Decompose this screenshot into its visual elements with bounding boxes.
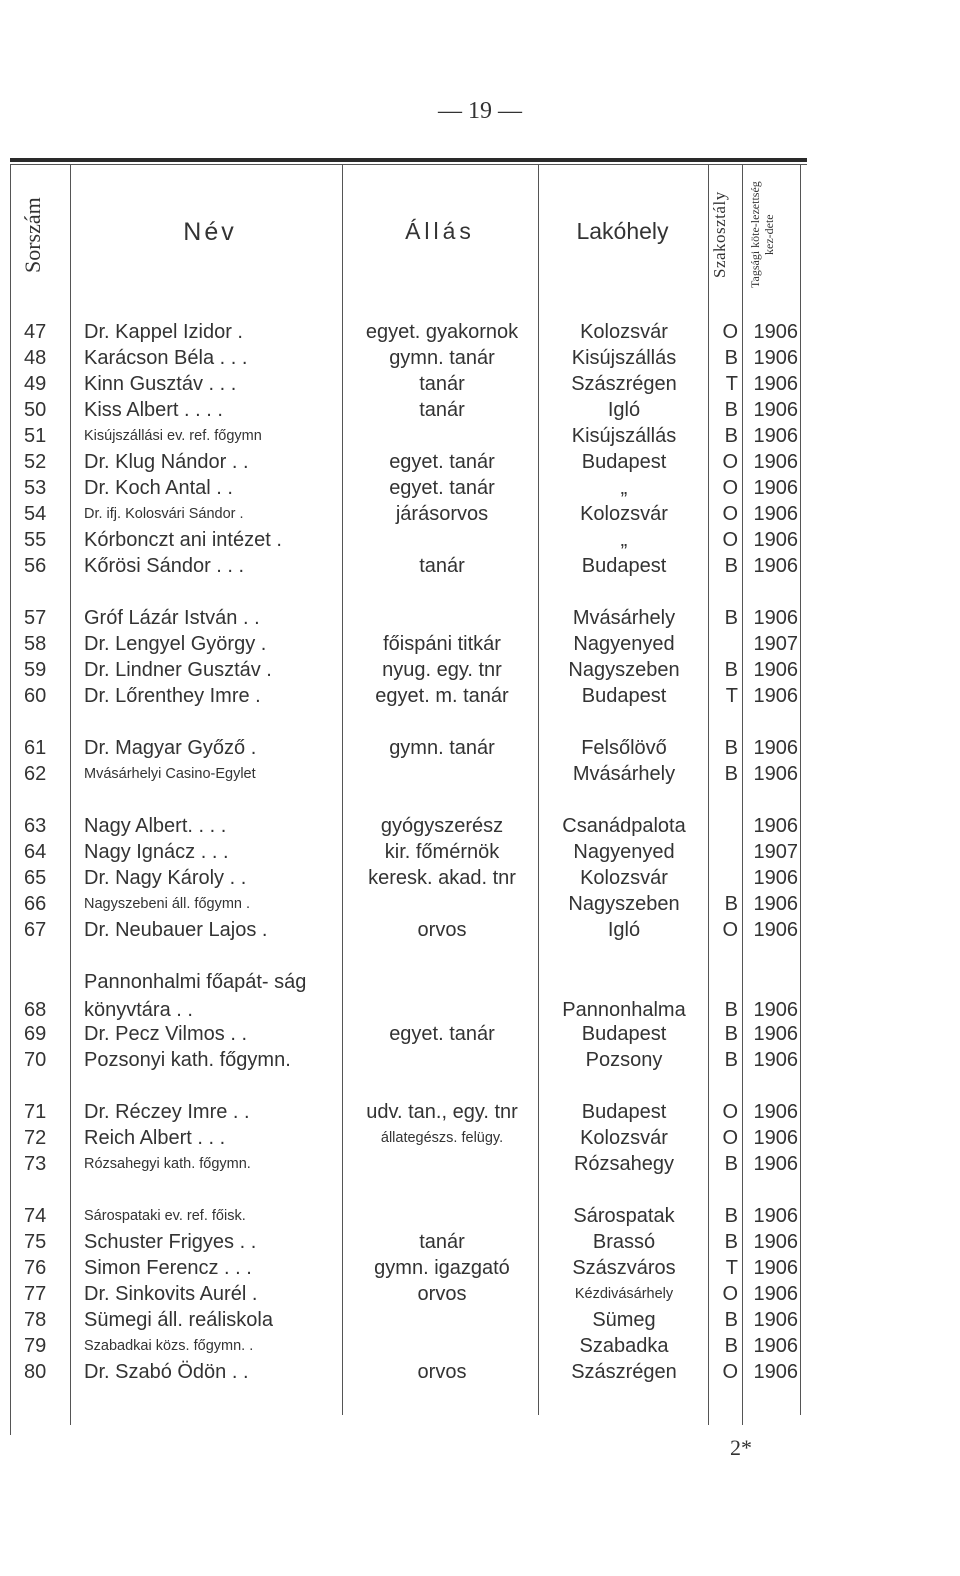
member-section: B <box>724 1205 738 1227</box>
member-name: Kinn Gusztáv . . . <box>84 373 237 395</box>
row-number: 59 <box>24 659 47 681</box>
member-occupation: tanár <box>419 373 465 395</box>
membership-year: 1906 <box>753 1335 798 1357</box>
member-name: Sárospataki ev. ref. főisk. <box>84 1208 246 1224</box>
membership-year: 1906 <box>753 685 798 707</box>
table-row <box>0 1332 810 1360</box>
member-residence: Felsőlövő <box>581 737 667 759</box>
member-residence: Mvásárhely <box>572 607 676 629</box>
member-section: B <box>724 1023 738 1045</box>
member-residence: Szabadka <box>579 1335 669 1357</box>
member-occupation: egyet. m. tanár <box>375 685 509 707</box>
row-number: 58 <box>24 633 47 655</box>
header-lakohely: Lakóhely <box>576 218 669 244</box>
member-section: O <box>722 1127 738 1149</box>
membership-year: 1906 <box>753 867 798 889</box>
member-name: Dr. Neubauer Lajos . <box>84 919 268 941</box>
membership-year: 1906 <box>753 451 798 473</box>
membership-year: 1906 <box>753 1283 798 1305</box>
row-number: 77 <box>24 1283 47 1305</box>
member-name: Kisújszállási ev. ref. főgymn <box>84 428 262 444</box>
member-name: Dr. Szabó Ödön . . <box>84 1361 249 1383</box>
member-name: Sümegi áll. reáliskola <box>84 1309 273 1331</box>
row-number: 71 <box>24 1101 47 1123</box>
header-nev: Név <box>183 218 237 246</box>
member-section: B <box>724 1309 738 1331</box>
table-row <box>0 812 810 840</box>
table-row <box>0 838 810 866</box>
row-number: 75 <box>24 1231 47 1253</box>
member-section: B <box>724 1049 738 1071</box>
row-number: 70 <box>24 1049 47 1071</box>
member-name: Dr. Klug Nándor . . <box>84 451 249 473</box>
table-row <box>0 1306 810 1334</box>
member-occupation: főispáni titkár <box>383 633 501 655</box>
member-residence: Budapest <box>581 555 667 577</box>
table-row <box>0 1124 810 1152</box>
member-occupation: gymn. igazgató <box>374 1257 510 1279</box>
table-row <box>0 318 810 346</box>
table-row <box>0 1046 810 1074</box>
member-name: Rózsahegyi kath. főgymn. <box>84 1156 251 1172</box>
member-section: O <box>722 321 738 343</box>
table-row <box>0 370 810 398</box>
table-row <box>0 448 810 476</box>
row-number: 61 <box>24 737 47 759</box>
row-number: 55 <box>24 529 47 551</box>
table-row <box>0 1254 810 1282</box>
table-row <box>0 1358 810 1386</box>
member-occupation: gymn. tanár <box>389 737 495 759</box>
member-name: Dr. Nagy Károly . . <box>84 867 247 889</box>
member-residence: Kolozsvár <box>580 503 668 525</box>
table-row <box>0 500 810 528</box>
member-occupation: állategészs. felügy. <box>380 1130 504 1146</box>
member-section: B <box>724 893 738 915</box>
member-section: B <box>724 737 738 759</box>
member-residence: Csanádpalota <box>562 815 686 837</box>
member-name: Dr. Koch Antal . . <box>84 477 233 499</box>
row-number: 73 <box>24 1153 47 1175</box>
table-row <box>0 344 810 372</box>
member-section: O <box>722 1283 738 1305</box>
table-row <box>0 968 810 1024</box>
member-occupation: tanár <box>419 399 465 421</box>
member-name: Kőrösi Sándor . . . <box>84 555 245 577</box>
member-occupation: keresk. akad. tnr <box>368 867 516 889</box>
row-number: 65 <box>24 867 47 889</box>
row-number: 76 <box>24 1257 47 1279</box>
table-row <box>0 604 810 632</box>
member-residence: Kézdivásárhely <box>574 1286 674 1302</box>
member-name: Nagy Ignácz . . . <box>84 841 229 863</box>
header-szakosztaly: Szakosztály <box>710 191 729 279</box>
membership-year: 1906 <box>753 1101 798 1123</box>
table-row <box>0 422 810 450</box>
member-residence: Kolozsvár <box>580 1127 668 1149</box>
member-residence: Sümeg <box>592 1309 656 1331</box>
member-name: Dr. Lindner Gusztáv . <box>84 659 272 681</box>
member-residence: „ <box>620 529 628 551</box>
member-section: B <box>724 1153 738 1175</box>
member-section: B <box>724 1335 738 1357</box>
table-row <box>0 552 810 580</box>
membership-year: 1906 <box>753 1127 798 1149</box>
member-residence: Rózsahegy <box>573 1153 675 1175</box>
membership-year: 1906 <box>753 1205 798 1227</box>
membership-year: 1906 <box>753 399 798 421</box>
member-name: Simon Ferencz . . . <box>84 1257 252 1279</box>
member-name: Pozsonyi kath. főgymn. <box>84 1049 291 1071</box>
member-name: Dr. Pecz Vilmos . . <box>84 1023 248 1045</box>
member-name: Kiss Albert . . . . <box>84 399 223 421</box>
member-name: Nagy Albert. . . . <box>84 815 227 837</box>
membership-year: 1906 <box>753 1361 798 1383</box>
header-allas: Állás <box>405 218 475 244</box>
membership-year: 1906 <box>753 999 798 1021</box>
member-section: O <box>722 1101 738 1123</box>
membership-year: 1906 <box>753 1309 798 1331</box>
membership-year: 1906 <box>753 425 798 447</box>
member-section: O <box>722 919 738 941</box>
member-name: Nagyszebeni áll. főgymn . <box>84 896 251 912</box>
membership-year: 1906 <box>753 893 798 915</box>
row-number: 80 <box>24 1361 47 1383</box>
member-occupation: egyet. tanár <box>389 451 495 473</box>
membership-year: 1906 <box>753 1153 798 1175</box>
member-residence: Budapest <box>581 451 667 473</box>
table-row <box>0 474 810 502</box>
row-number: 48 <box>24 347 47 369</box>
member-section: B <box>724 555 738 577</box>
member-occupation: kir. főmérnök <box>384 841 500 863</box>
member-occupation: egyet. tanár <box>389 1023 495 1045</box>
member-section: O <box>722 503 738 525</box>
table-row <box>0 1280 810 1308</box>
member-name: Dr. Lengyel György . <box>84 633 267 655</box>
membership-year: 1906 <box>753 659 798 681</box>
table-row <box>0 630 810 658</box>
member-residence: Igló <box>607 919 641 941</box>
member-section: B <box>724 763 738 785</box>
member-occupation: orvos <box>417 1361 467 1383</box>
member-name: Szabadkai közs. főgymn. . <box>84 1338 254 1354</box>
membership-year: 1906 <box>753 1257 798 1279</box>
member-section: B <box>724 659 738 681</box>
row-number: 54 <box>24 503 47 525</box>
member-section: B <box>724 607 738 629</box>
table-row <box>0 734 810 762</box>
member-occupation: gyógyszerész <box>380 815 504 837</box>
member-occupation: tanár <box>419 1231 465 1253</box>
row-number: 56 <box>24 555 47 577</box>
member-residence: Nagyenyed <box>573 633 675 655</box>
member-section: B <box>724 347 738 369</box>
row-number: 64 <box>24 841 47 863</box>
row-number: 47 <box>24 321 47 343</box>
member-name: Dr. Magyar Győző . <box>84 737 257 759</box>
member-residence: Igló <box>607 399 641 421</box>
member-section: B <box>724 999 738 1021</box>
member-residence: Budapest <box>581 1023 667 1045</box>
row-number: 69 <box>24 1023 47 1045</box>
member-section: B <box>724 425 738 447</box>
member-section: B <box>724 1231 738 1253</box>
row-number: 51 <box>24 425 47 447</box>
row-number: 57 <box>24 607 47 629</box>
member-residence: Budapest <box>581 1101 667 1123</box>
member-section: O <box>722 451 738 473</box>
membership-year: 1906 <box>753 1049 798 1071</box>
member-residence: Budapest <box>581 685 667 707</box>
member-occupation: nyug. egy. tnr <box>382 659 502 681</box>
member-residence: Nagyenyed <box>573 841 675 863</box>
member-residence: Nagyszeben <box>568 659 680 681</box>
row-number: 79 <box>24 1335 47 1357</box>
row-number: 60 <box>24 685 47 707</box>
membership-year: 1906 <box>753 737 798 759</box>
table-row <box>0 1020 810 1048</box>
row-number: 66 <box>24 893 47 915</box>
member-occupation: orvos <box>417 919 467 941</box>
member-section: B <box>724 399 738 421</box>
row-number: 72 <box>24 1127 47 1149</box>
row-number: 78 <box>24 1309 47 1331</box>
membership-year: 1907 <box>753 633 798 655</box>
row-number: 53 <box>24 477 47 499</box>
member-name: Dr. ifj. Kolosvári Sándor . <box>84 506 244 522</box>
table-row <box>0 682 810 710</box>
member-residence: Kisújszállás <box>571 347 677 369</box>
row-number: 63 <box>24 815 47 837</box>
member-residence: Kisújszállás <box>571 425 677 447</box>
member-name: Kórbonczt ani intézet . <box>84 529 282 551</box>
member-residence: Nagyszeben <box>568 893 680 915</box>
membership-year: 1906 <box>753 477 798 499</box>
member-name: Karácson Béla . . . <box>84 347 248 369</box>
member-section: T <box>725 685 738 707</box>
membership-year: 1906 <box>753 503 798 525</box>
table-row <box>0 396 810 424</box>
row-number: 52 <box>24 451 47 473</box>
member-name: Schuster Frigyes . . <box>84 1231 257 1253</box>
member-section: T <box>725 1257 738 1279</box>
row-number: 49 <box>24 373 47 395</box>
membership-year: 1906 <box>753 347 798 369</box>
signature-mark: 2* <box>730 1435 752 1460</box>
row-number: 62 <box>24 763 47 785</box>
member-section: O <box>722 529 738 551</box>
member-residence: Pannonhalma <box>562 999 686 1021</box>
table-row <box>0 890 810 918</box>
table-row <box>0 526 810 554</box>
member-section: O <box>722 477 738 499</box>
member-name: Dr. Réczey Imre . . <box>84 1101 250 1123</box>
membership-year: 1906 <box>753 321 798 343</box>
member-residence: Pozsony <box>585 1049 663 1071</box>
row-number: 68 <box>24 999 47 1021</box>
row-number: 67 <box>24 919 47 941</box>
member-residence: Kolozsvár <box>580 867 668 889</box>
member-name: Dr. Lőrenthey Imre . <box>84 685 261 707</box>
member-residence: Szászrégen <box>571 1361 677 1383</box>
membership-year: 1906 <box>753 1023 798 1045</box>
member-name: Dr. Kappel Izidor . <box>84 321 243 343</box>
table-row <box>0 1228 810 1256</box>
membership-year: 1906 <box>753 815 798 837</box>
table-row <box>0 1098 810 1126</box>
member-residence: Kolozsvár <box>580 321 668 343</box>
table-row <box>0 1202 810 1230</box>
header-tagsagi: Tagsági köte-lezettség kez-dete <box>748 181 776 289</box>
member-residence: Szászváros <box>572 1257 676 1279</box>
membership-year: 1906 <box>753 529 798 551</box>
member-name: Reich Albert . . . <box>84 1127 226 1149</box>
member-residence: Sárospatak <box>573 1205 675 1227</box>
page-number: — 19 — <box>438 98 522 124</box>
member-occupation: tanár <box>419 555 465 577</box>
table-row <box>0 1150 810 1178</box>
membership-year: 1906 <box>753 919 798 941</box>
member-residence: „ <box>620 477 628 499</box>
membership-year: 1906 <box>753 607 798 629</box>
member-occupation: egyet. tanár <box>389 477 495 499</box>
membership-year: 1907 <box>753 841 798 863</box>
member-occupation: gymn. tanár <box>389 347 495 369</box>
table-row <box>0 656 810 684</box>
membership-year: 1906 <box>753 763 798 785</box>
member-occupation: orvos <box>417 1283 467 1305</box>
member-residence: Brassó <box>592 1231 656 1253</box>
membership-year: 1906 <box>753 1231 798 1253</box>
header-sorszam: Sorszám <box>20 197 45 273</box>
member-residence: Mvásárhely <box>572 763 676 785</box>
membership-year: 1906 <box>753 555 798 577</box>
member-name: Gróf Lázár István . . <box>84 607 260 629</box>
member-occupation: járásorvos <box>395 503 489 525</box>
member-name: Dr. Sinkovits Aurél . <box>84 1283 258 1305</box>
member-occupation: egyet. gyakornok <box>365 321 519 343</box>
table-row <box>0 760 810 788</box>
membership-year: 1906 <box>753 373 798 395</box>
member-name: Pannonhalmi főapát- ság könyvtára . . <box>84 971 307 1021</box>
row-number: 50 <box>24 399 47 421</box>
member-name: Mvásárhelyi Casino-Egylet <box>84 766 256 782</box>
row-number: 74 <box>24 1205 47 1227</box>
table-row <box>0 916 810 944</box>
table-row <box>0 864 810 892</box>
member-residence: Szászrégen <box>571 373 677 395</box>
member-occupation: udv. tan., egy. tnr <box>366 1101 518 1123</box>
member-section: O <box>722 1361 738 1383</box>
member-section: T <box>725 373 738 395</box>
